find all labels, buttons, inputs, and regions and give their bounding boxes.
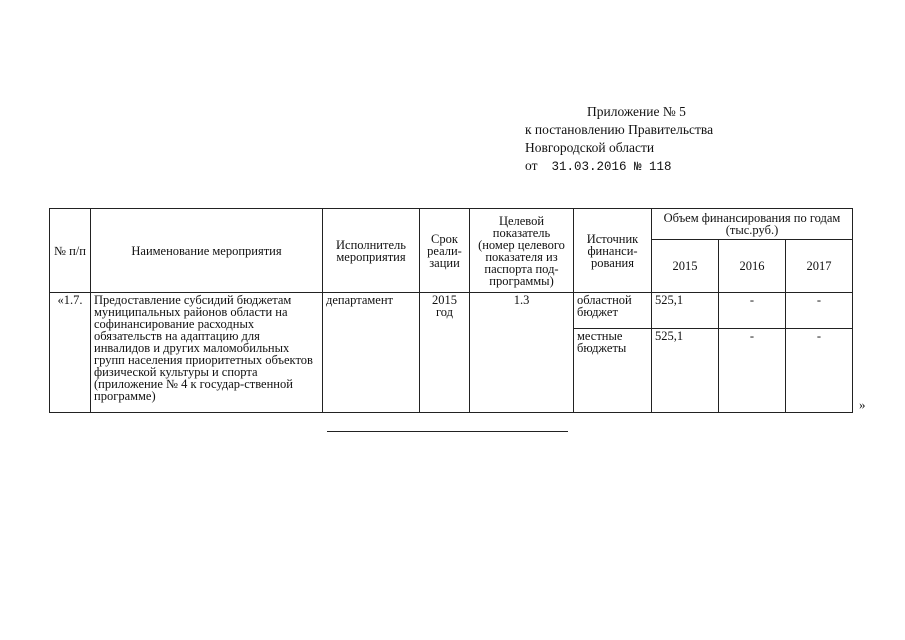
header-year-2015: 2015 — [652, 240, 719, 293]
row-source-regional: областной бюджет — [574, 293, 652, 329]
table-header-row — [50, 209, 853, 240]
header-source: Источник финанси-рования — [574, 209, 652, 293]
appendix-resolution: к постановлению Правительства — [525, 122, 714, 137]
row-regional-2015: 525,1 — [652, 293, 719, 329]
table-row — [50, 293, 853, 329]
date-value: 31.03.2016 № 118 — [551, 160, 672, 174]
row-target: 1.3 — [470, 293, 574, 413]
header-year-2016: 2016 — [719, 240, 786, 293]
row-executor: департамент — [323, 293, 420, 413]
row-regional-2017: - — [786, 293, 853, 329]
header-executor: Исполнитель мероприятия — [323, 209, 420, 293]
footer-rule — [327, 431, 568, 432]
appendix-header — [525, 103, 713, 176]
closing-quote: » — [859, 397, 866, 412]
row-local-2015: 525,1 — [652, 329, 719, 413]
row-local-2017: - — [786, 329, 853, 413]
appendix-region: Новгородской области — [525, 140, 655, 155]
row-local-2016: - — [719, 329, 786, 413]
header-name: Наименование мероприятия — [91, 209, 323, 293]
row-regional-2016: - — [719, 293, 786, 329]
row-term: 2015 год — [420, 293, 470, 413]
row-num: «1.7. — [50, 293, 91, 413]
header-funding: Объем финансирования по годам (тыс.руб.) — [652, 209, 853, 240]
header-target: Целевой показатель (номер целевого показателя из паспорта под-программы) — [470, 209, 574, 293]
date-prefix: от — [525, 158, 538, 173]
appendix-number: Приложение № 5 — [587, 104, 686, 119]
header-num: № п/п — [50, 209, 91, 293]
header-term: Срок реали-зации — [420, 209, 470, 293]
funding-table — [49, 208, 853, 413]
row-name: Предоставление субсидий бюджетам муниципальных районов области на софинансирование расходных обязательств на адаптацию для инвалидов и других маломобильных групп населения приоритетных объектов физической культуры и спорта (приложение № 4 к государ-ственной программе) — [91, 293, 323, 413]
appendix-date — [525, 157, 713, 176]
row-source-local: местные бюджеты — [574, 329, 652, 413]
header-year-2017: 2017 — [786, 240, 853, 293]
